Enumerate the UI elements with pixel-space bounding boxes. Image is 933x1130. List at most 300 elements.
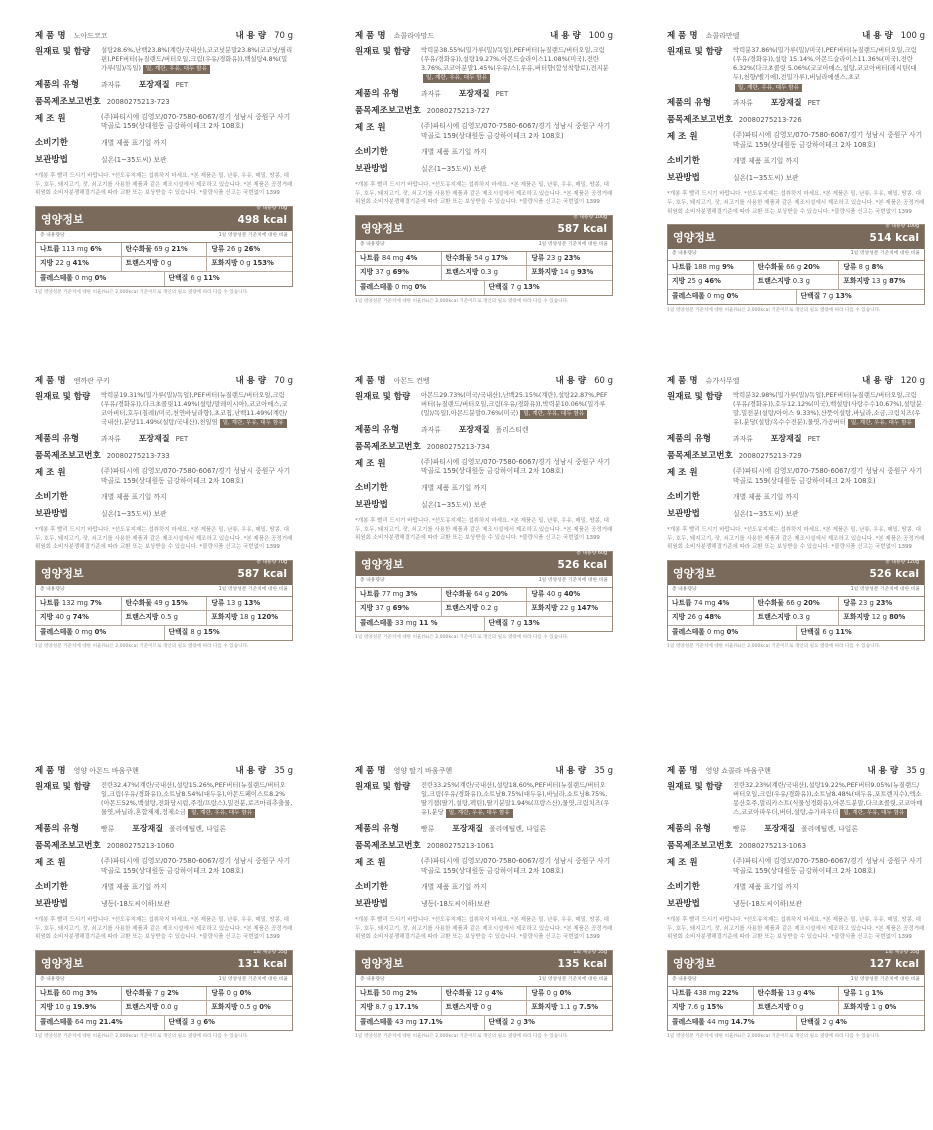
ingredients-label: 원재료 및 함량 [355, 782, 411, 793]
notice-text: *개봉 후 빨리 드시기 바랍니다. *선도유지제는 섭취하지 마세요. *본 제품은 밀, 난류, 우유, 메밀, 땅콩, 대두, 호두, 돼지고기, 잣, 쇠고기를 사용한 제품과 같은 제조시설에서 제조하고 있습니다. *본 제품은 공정거래위원회 소비자분쟁해결기준에 따라 교환 또는 보상받을 수 있습니다. *불량식품 신고는 국번없이 1399 [667, 917, 925, 941]
kcal-box [870, 224, 919, 246]
type-row [355, 823, 613, 835]
storage-label: 보관방법 [667, 509, 700, 520]
protein-cell: 단백질 7 g 13% [488, 282, 540, 291]
capacity-value: 35 g [906, 766, 925, 776]
type-value: 과자류 [421, 425, 441, 434]
report-label: 품목제조보고번호 [355, 441, 421, 452]
expiry-row [35, 491, 293, 503]
sodium-cell: 나트륨 77 mg 3% [356, 588, 442, 602]
kcal-value: 498 kcal [237, 213, 287, 226]
report-row [355, 840, 613, 852]
report-label: 품목제조보고번호 [35, 450, 101, 461]
carb-cell: 탄수화물 7 g 2% [122, 987, 208, 1001]
nutrition-row [356, 588, 612, 603]
nutrition-subheader [356, 576, 612, 588]
type-label: 제품의 유형 [35, 79, 80, 90]
name-label: 제 품 명 [355, 376, 386, 386]
maker-value: (주)파티시에 김영모/070-7580-6067/경기 성남시 중원구 사기막골로 159(상대원동 금강하이테크 2차 108호) [101, 112, 291, 131]
notice-text: *개봉 후 빨리 드시기 바랍니다. *선도유지제는 섭취하지 마세요. *본 제품은 밀, 난류, 우유, 메밀, 땅콩, 대두, 호두, 돼지고기, 잣, 쇠고기를 사용한 제품과 같은 제조시설에서 제조하고 있습니다. *본 제품은 공정거래위원회 소비자분쟁해결기준에 따라 교환 또는 보상받을 수 있습니다. *불량식품 신고는 국번없이 1399 [35, 917, 293, 941]
cholesterol-cell: 콜레스테롤 0 mg 0% [668, 626, 797, 640]
storage-value: 실온(1~35도씨) 보관 [421, 165, 487, 174]
product-label-card [35, 30, 293, 296]
cholesterol-cell: 콜레스테롤 0 mg 0% [36, 272, 165, 286]
carb-cell: 탄수화물 13 g 4% [754, 987, 840, 1001]
name-label: 제 품 명 [667, 376, 698, 386]
carb-cell: 탄수화물 66 g 20% [754, 261, 840, 275]
capacity-value: 100 g [900, 31, 925, 41]
footnote: 1일 영양성분 기준치에 대한 비율(%)은 2,000kcal 기준이므로 개인의 필요 열량에 따라 다를 수 있습니다. [355, 1033, 569, 1039]
kcal-value: 587 kcal [237, 568, 287, 580]
product-label-card [355, 375, 613, 641]
fat-cell: 지방 37 g 69% [356, 602, 442, 616]
expiry-value: 개별 제품 표기일 까지 [101, 883, 167, 892]
ingredients-row [355, 781, 613, 818]
notice-text: *개봉 후 빨리 드시기 바랍니다. *선도유지제는 섭취하지 마세요. *본 제품은 밀, 난류, 우유, 메밀, 땅콩, 대두, 호두, 돼지고기, 잣, 쇠고기를 사용한 제품과 같은 제조시설에서 제조하고 있습니다. *본 제품은 공정거래위원회 소비자분쟁해결기준에 따라 교환 또는 보상받을 수 있습니다. *불량식품 신고는 국번없이 1399 [667, 191, 925, 215]
storage-row [667, 508, 925, 520]
nutrition-row [668, 611, 924, 626]
nutrition-row [668, 626, 924, 640]
nutrition-table [355, 215, 613, 296]
ingredients-text: 박력분37.86%(밀가루(밀)/미국),PEF버터(뉴질랜드/버터오일,크림(우유/경화유)),설탕 15.14%,아몬드슬라이스11.36%(미국),전란6.32%(다크초콜릿 5.06%(코코아매스,설탕,코코아버터(레시틴(대두),천향/벨기에),전밀가루),버닐라에센스,초코밀, 계란, 우유, 대두 함유 [733, 47, 917, 91]
product-label-card [355, 30, 613, 305]
nutrition-row [668, 290, 924, 304]
capacity-label: 내 용 량 [235, 376, 267, 386]
product-name: 쇼콜라아망드 [393, 32, 435, 40]
ingredients-text: 박력분32.98%(밀가루(밀)/독일),PEF버터(뉴질랜드/버터오일,크림(우유/경화유)),호두12.12%(미국),백설탕(사탕수수10.67%),설탕분말,밀전분(설탕/아이스 9.33%),산뜻이설탕,바닐라,소금,크림치즈(우유),분당(설탕/옥수수전분),물엿,가공버터 밀, 계란, 우유, 대두 함유 [733, 392, 922, 427]
cholesterol-cell: 콜레스테롤 64 mg 21.4% [36, 1016, 165, 1030]
capacity-value: 70 g [274, 31, 293, 41]
maker-row [667, 857, 925, 876]
product-name-row [667, 30, 925, 42]
allergy-badge: 밀, 계란, 우유, 대두 함유 [188, 809, 255, 817]
ingredients-label: 원재료 및 함량 [355, 47, 411, 58]
ingredients-row [35, 391, 293, 428]
expiry-row [667, 155, 925, 167]
storage-value: 냉동(-18도씨이하)보관 [101, 900, 170, 909]
product-name-row [355, 30, 613, 42]
fat-cell: 지방 10 g 19.9% [36, 1001, 122, 1015]
sugar-cell: 당류 0 g 0% [531, 988, 572, 997]
nutrition-row [356, 602, 612, 617]
type-row [35, 433, 293, 445]
type-value: 과자류 [733, 98, 753, 107]
report-row [667, 114, 925, 126]
ingredients-row [35, 781, 293, 818]
pack-label: 포장재질 [458, 424, 490, 434]
expiry-row [355, 482, 613, 494]
maker-row [35, 467, 293, 486]
storage-label: 보관방법 [355, 164, 388, 175]
ingredients-row [667, 391, 925, 428]
pack-value: PET [495, 89, 509, 98]
expiry-row [355, 881, 613, 893]
cholesterol-cell: 콜레스테롤 0 mg 0% [36, 626, 165, 640]
nutrition-table [35, 950, 293, 1031]
product-name: 쇼콜라만델 [705, 32, 740, 40]
carb-cell: 탄수화물 64 g 20% [442, 588, 528, 602]
nutrition-title: 영양정보 [41, 213, 84, 227]
sat-fat-cell: 포화지방 13 g 87% [843, 277, 906, 286]
expiry-label: 소비기한 [35, 492, 68, 503]
nutrition-row [356, 281, 612, 295]
notice-text: *개봉 후 빨리 드시기 바랍니다. *선도유지제는 섭취하지 마세요. *본 제품은 밀, 난류, 우유, 메밀, 땅콩, 대두, 호두, 돼지고기, 잣, 쇠고기를 사용한 제품과 같은 제조시설에서 제조하고 있습니다. *본 제품은 공정거래위원회 소비자분쟁해결기준에 따라 교환 또는 보상받을 수 있습니다. *불량식품 신고는 국번없이 1399 [667, 527, 925, 551]
sub-left: 총 내용량당 [672, 251, 697, 257]
storage-row [35, 508, 293, 520]
nutrition-row [356, 252, 612, 267]
report-row [35, 96, 293, 108]
maker-label: 제 조 원 [355, 857, 386, 868]
kcal-box [238, 206, 287, 228]
nutrition-row [36, 243, 292, 258]
capacity-label: 내 용 량 [862, 376, 893, 386]
product-label-card [667, 765, 925, 1040]
kcal-value: 514 kcal [869, 232, 919, 245]
type-label: 제품의 유형 [35, 823, 80, 834]
maker-row [35, 113, 293, 132]
maker-value: (주)파티시에 김영모/070-7580-6067/경기 성남시 중원구 사기막골로 159(상대원동 금강하이테크 2차 108호) [421, 457, 611, 476]
kcal-value: 526 kcal [557, 558, 607, 571]
kcal-box [870, 560, 919, 582]
allergy-badge: 밀, 계란, 우유, 대두 함유 [423, 74, 490, 82]
product-name: 슈가사무엘 [705, 377, 740, 385]
pack-label: 포장재질 [764, 823, 796, 833]
kcal-box [558, 215, 607, 237]
nutrition-row [356, 987, 612, 1002]
name-label: 제 품 명 [667, 766, 698, 776]
kcal-box [238, 560, 287, 582]
pack-label: 포장재질 [458, 88, 490, 98]
fat-cell: 지방 7.6 g 15% [668, 1001, 754, 1015]
product-name-row [35, 375, 293, 387]
maker-label: 제 조 원 [355, 458, 386, 469]
maker-row [355, 857, 613, 876]
carb-cell: 탄수화물 54 g 17% [442, 252, 528, 266]
name-label: 제 품 명 [35, 31, 66, 41]
footnote: 1일 영양성분 기준치에 대한 비율(%)은 2,000kcal 기준이므로 개인의 필요 열량에 따라 다를 수 있습니다. [667, 1033, 881, 1039]
type-label: 제품의 유형 [667, 97, 712, 108]
kcal-basis: 총 내용량 70g [256, 560, 287, 566]
nutrition-row [668, 987, 924, 1002]
fat-cell: 지방 40 g 74% [36, 611, 122, 625]
expiry-row [35, 881, 293, 893]
nutrition-row [668, 275, 924, 290]
footnote: 1일 영양성분 기준치에 대한 비율(%)은 2,000kcal 기준이므로 개인의 필요 열량에 따라 다를 수 있습니다. [35, 289, 249, 295]
capacity-label: 내 용 량 [862, 31, 893, 41]
type-label: 제품의 유형 [667, 433, 712, 444]
maker-label: 제 조 원 [667, 132, 698, 143]
type-row [355, 424, 613, 436]
ingredients-label: 원재료 및 함량 [667, 392, 723, 403]
cholesterol-cell: 콜레스테롤 0 mg 0% [668, 290, 797, 304]
notice-text: *개봉 후 빨리 드시기 바랍니다. *선도유지제는 섭취하지 마세요. *본 제품은 밀, 난류, 우유, 메밀, 땅콩, 대두, 호두, 돼지고기, 잣, 쇠고기를 사용한 제품과 같은 제조시설에서 제조하고 있습니다. *본 제품은 공정거래위원회 소비자분쟁해결기준에 따라 교환 또는 보상받을 수 있습니다. *불량식품 신고는 국번없이 1399 [35, 527, 293, 551]
protein-cell: 단백질 2 g 3% [488, 1017, 535, 1026]
ingredients-text: 박력분38.55%(밀가루(밀)/독일),PEF버터(뉴질랜드/버터오일,크림(우유/경화유)),설탕19.27%,아몬드슬라이스11.08%(미국),전란3.76%,코코아분말1.45%(우유/스),우유,버터향(합성착향료),전지분밀, 계란, 우유, 대두 함유 [421, 47, 609, 82]
allergy-badge: 밀, 계란, 우유, 대두 함유 [735, 84, 802, 92]
nutrition-subheader [36, 231, 292, 243]
footnote: 1일 영양성분 기준치에 대한 비율(%)은 2,000kcal 기준이므로 개인의 필요 열량에 따라 다를 수 있습니다. [355, 298, 569, 304]
sat-fat-cell: 포화지방 22 g 147% [531, 604, 599, 613]
expiry-label: 소비기한 [667, 882, 700, 893]
nutrition-table [355, 950, 613, 1031]
capacity-label: 내 용 량 [867, 766, 899, 776]
maker-label: 제 조 원 [667, 467, 698, 478]
sugar-cell: 당류 8 g 8% [843, 262, 884, 271]
sodium-cell: 나트륨 188 mg 9% [668, 261, 754, 275]
expiry-row [35, 137, 293, 149]
type-row [667, 433, 925, 445]
product-name-row [667, 765, 925, 777]
maker-row [355, 458, 613, 477]
kcal-basis: 1회 제공량 35g [573, 950, 607, 956]
carb-cell: 탄수화물 12 g 4% [442, 987, 528, 1001]
name-label: 제 품 명 [355, 31, 386, 41]
type-label: 제품의 유형 [355, 88, 400, 99]
type-value: 과자류 [101, 434, 121, 443]
kcal-basis: 총 내용량 60g [576, 551, 607, 557]
sat-fat-cell: 포화지방 14 g 93% [531, 268, 594, 277]
expiry-label: 소비기한 [355, 147, 388, 158]
fat-cell: 지방 26 g 48% [668, 611, 754, 625]
maker-label: 제 조 원 [355, 122, 386, 133]
nutrition-title: 영양정보 [673, 567, 716, 581]
nutrition-row [356, 1001, 612, 1016]
protein-cell: 단백질 2 g 4% [800, 1017, 847, 1026]
expiry-row [355, 146, 613, 158]
ingredients-row [355, 46, 613, 83]
maker-label: 제 조 원 [35, 857, 66, 868]
maker-row [355, 122, 613, 141]
report-row [355, 105, 613, 117]
kcal-value: 131 kcal [237, 958, 287, 970]
report-row [667, 450, 925, 462]
expiry-value: 개별 제품 표기일 까지 [733, 493, 799, 502]
maker-label: 제 조 원 [35, 467, 66, 478]
nutrition-row [36, 611, 292, 626]
nutrition-header [356, 552, 612, 576]
type-value: 과자류 [101, 80, 121, 89]
maker-value: (주)파티시에 김영모/070-7580-6067/경기 성남시 중원구 사기막골로 159(상대원동 금강하이테크 2차 108호) [733, 466, 923, 485]
protein-cell: 단백질 3 g 6% [168, 1017, 215, 1026]
allergy-badge: 밀, 계란, 우유, 대두 함유 [840, 809, 907, 817]
sat-fat-cell: 포화지방 12 g 80% [843, 613, 906, 622]
type-value: 빵류 [733, 824, 747, 833]
product-name-row [35, 30, 293, 42]
nutrition-table [667, 950, 925, 1031]
trans-fat-cell: 트랜스지방 0.3 g [754, 275, 840, 289]
sub-right: 1일 영양성분 기준치에 대한 비율 [538, 241, 608, 247]
maker-row [667, 467, 925, 486]
capacity-value: 35 g [594, 766, 613, 776]
ingredients-label: 원재료 및 함량 [35, 392, 91, 403]
product-name-row [667, 375, 925, 387]
product-name-row [355, 375, 613, 387]
type-row [667, 823, 925, 835]
maker-value: (주)파티시에 김영모/070-7580-6067/경기 성남시 중원구 사기막골로 159(상대원동 금강하이테크 2차 108호) [421, 856, 611, 875]
sugar-cell: 당류 40 g 40% [531, 589, 581, 598]
report-label: 품목제조보고번호 [355, 105, 421, 116]
nutrition-subheader [356, 240, 612, 252]
report-value: 20080275213-723 [106, 97, 170, 106]
sugar-cell: 당류 13 g 13% [211, 598, 261, 607]
nutrition-table [35, 560, 293, 641]
report-row [35, 840, 293, 852]
storage-row [667, 898, 925, 910]
sugar-cell: 당류 0 g 0% [211, 988, 252, 997]
report-value: 20080275213-733 [106, 451, 170, 460]
storage-value: 냉동(-18도씨이하)보관 [733, 900, 802, 909]
storage-value: 실온(1~35도씨) 보관 [733, 174, 799, 183]
name-label: 제 품 명 [35, 766, 66, 776]
cholesterol-cell: 콜레스테롤 33 mg 11 % [356, 617, 485, 631]
name-label: 제 품 명 [355, 766, 386, 776]
expiry-label: 소비기한 [667, 156, 700, 167]
sub-left: 총 내용량당 [40, 976, 65, 982]
ingredients-row [35, 46, 293, 74]
product-name: 영양 아몬드 바움쿠헨 [73, 767, 139, 775]
report-value: 20080275213-1063 [738, 841, 807, 850]
pack-value: 폴리에틸렌, 나일론 [489, 824, 546, 833]
nutrition-row [36, 987, 292, 1002]
sub-left: 총 내용량당 [672, 586, 697, 592]
trans-fat-cell: 트랜스지방 0.3 g [442, 266, 528, 280]
kcal-basis: 총 내용량 120g [885, 560, 919, 566]
kcal-basis: 1회 제공량 35g [253, 950, 287, 956]
type-row [35, 823, 293, 835]
carb-cell: 탄수화물 69 g 21% [122, 243, 208, 257]
nutrition-subheader [356, 975, 612, 987]
pack-value: 폴리에틸렌, 나일론 [169, 824, 226, 833]
report-row [355, 441, 613, 453]
report-value: 20080275213-1061 [426, 841, 495, 850]
trans-fat-cell: 트랜스지방 0 g [122, 257, 208, 271]
nutrition-subheader [36, 975, 292, 987]
capacity-value: 60 g [594, 376, 613, 386]
product-name: 노아드코코 [73, 32, 108, 40]
allergy-badge: 밀, 계란, 우유, 대두 함유 [520, 410, 587, 418]
kcal-basis: 1회 제공량 35g [885, 950, 919, 956]
sodium-cell: 나트륨 132 mg 7% [36, 597, 122, 611]
product-name: 아몬드 컨벵 [393, 377, 430, 385]
name-label: 제 품 명 [35, 376, 66, 386]
type-value: 빵류 [421, 824, 435, 833]
nutrition-row [36, 272, 292, 286]
storage-label: 보관방법 [355, 500, 388, 511]
footnote: 1일 영양성분 기준치에 대한 비율(%)은 2,000kcal 기준이므로 개인의 필요 열량에 따라 다를 수 있습니다. [35, 643, 249, 649]
kcal-value: 135 kcal [557, 958, 607, 970]
sugar-cell: 당류 1 g 1% [843, 988, 884, 997]
footnote: 1일 영양성분 기준치에 대한 비율(%)은 2,000kcal 기준이므로 개인의 필요 열량에 따라 다를 수 있습니다. [667, 307, 881, 313]
maker-value: (주)파티시에 김영모/070-7580-6067/경기 성남시 중원구 사기막골로 159(상대원동 금강하이테크 2차 108호) [733, 131, 923, 149]
pack-value: PET [175, 434, 189, 443]
maker-row [667, 131, 925, 150]
capacity-value: 35 g [274, 766, 293, 776]
sodium-cell: 나트륨 60 mg 3% [36, 987, 122, 1001]
nutrition-title: 영양정보 [673, 957, 716, 971]
allergy-badge: 밀, 계란, 우유, 대두 함유 [446, 809, 513, 817]
nutrition-row [356, 617, 612, 631]
trans-fat-cell: 트랜스지방 0.2 g [442, 602, 528, 616]
product-name-row [35, 765, 293, 777]
nutrition-header [668, 561, 924, 585]
report-label: 품목제조보고번호 [667, 840, 733, 851]
ingredients-row [355, 391, 613, 419]
ingredients-label: 원재료 및 함량 [35, 47, 91, 58]
report-label: 품목제조보고번호 [35, 96, 101, 107]
maker-label: 제 조 원 [667, 857, 698, 868]
expiry-value: 개별 제품 표기일 까지 [101, 493, 167, 502]
sub-right: 1일 영양성분 기준치에 대한 비율 [218, 586, 288, 592]
expiry-label: 소비기한 [667, 492, 700, 503]
sub-right: 1일 영양성분 기준치에 대한 비율 [850, 586, 920, 592]
pack-label: 포장재질 [770, 433, 802, 443]
expiry-row [667, 881, 925, 893]
maker-value: (주)파티시에 김영모/070-7580-6067/경기 성남시 중원구 사기막골로 159(상대원동 금강하이테크 2차 108호) [733, 856, 923, 875]
nutrition-table [355, 551, 613, 632]
expiry-label: 소비기한 [355, 483, 388, 494]
expiry-value: 개별 제품 표기일 까지 [421, 484, 487, 493]
kcal-value: 587 kcal [557, 223, 607, 235]
product-name: 영양 딸기 바움쿠헨 [393, 767, 453, 775]
product-label-card [667, 375, 925, 650]
nutrition-header [668, 951, 924, 975]
fat-cell: 지방 25 g 46% [668, 275, 754, 289]
nutrition-header [356, 951, 612, 975]
storage-value: 냉동(-18도씨이하)보관 [421, 900, 490, 909]
pack-label: 포장재질 [138, 79, 170, 89]
sub-left: 총 내용량당 [360, 976, 385, 982]
storage-row [35, 154, 293, 166]
type-value: 과자류 [421, 89, 441, 98]
expiry-value: 개별 제품 표기일 까지 [733, 883, 799, 892]
footnote: 1일 영양성분 기준치에 대한 비율(%)은 2,000kcal 기준이므로 개인의 필요 열량에 따라 다를 수 있습니다. [35, 1033, 249, 1039]
cholesterol-cell: 콜레스테롤 0 mg 0% [356, 281, 485, 295]
notice-text: *개봉 후 빨리 드시기 바랍니다. *선도유지제는 섭취하지 마세요. *본 제품은 밀, 난류, 우유, 메밀, 땅콩, 대두, 호두, 돼지고기, 잣, 쇠고기를 사용한 제품과 같은 제조시설에서 제조하고 있습니다. *본 제품은 공정거래위원회 소비자분쟁해결기준에 따라 교환 또는 보상받을 수 있습니다. *불량식품 신고는 국번없이 1399 [355, 518, 613, 542]
footnote: 1일 영양성분 기준치에 대한 비율(%)은 2,000kcal 기준이므로 개인의 필요 열량에 따라 다를 수 있습니다. [355, 634, 569, 640]
pack-value: PET [807, 434, 821, 443]
sub-right: 1일 영양성분 기준치에 대한 비율 [218, 232, 288, 238]
sodium-cell: 나트륨 74 mg 4% [668, 597, 754, 611]
storage-value: 실온(1~35도씨) 보관 [101, 510, 167, 519]
report-label: 품목제조보고번호 [35, 840, 101, 851]
kcal-value: 127 kcal [869, 958, 919, 970]
trans-fat-cell: 트랜스지방 0.5 g [122, 611, 208, 625]
nutrition-row [668, 1001, 924, 1016]
sub-right: 1일 영양성분 기준치에 대한 비율 [850, 976, 920, 982]
sat-fat-cell: 포화지방 0.5 g 0% [211, 1003, 271, 1012]
product-label-card [355, 765, 613, 1040]
type-row [35, 79, 293, 91]
ingredients-text: 설탕28.6%,난백23.8%(계란/국내산),코코넛분말23.8%(코코넛/필리핀),PEF버터(뉴질랜드/버터오일,크림(우유/경화유)),백설탕4.8%(밀가루(밀)/독일) 밀, 계란, 우유, 대두 함유 [101, 47, 293, 73]
pack-label: 포장재질 [132, 823, 164, 833]
pack-value: 폴리스티렌 [495, 425, 529, 434]
sat-fat-cell: 포화지방 18 g 120% [211, 613, 279, 622]
expiry-label: 소비기한 [355, 882, 388, 893]
nutrition-header [356, 216, 612, 240]
report-value: 20080275213-729 [738, 451, 802, 460]
trans-fat-cell: 트랜스지방 0 g [442, 1001, 528, 1015]
product-label-card [35, 375, 293, 650]
cholesterol-cell: 콜레스테롤 44 mg 14.7% [668, 1016, 797, 1030]
notice-text: *개봉 후 빨리 드시기 바랍니다. *선도유지제는 섭취하지 마세요. *본 제품은 밀, 난류, 우유, 메밀, 땅콩, 대두, 호두, 돼지고기, 잣, 쇠고기를 사용한 제품과 같은 제조시설에서 제조하고 있습니다. *본 제품은 공정거래위원회 소비자분쟁해결기준에 따라 교환 또는 보상받을 수 있습니다. *불량식품 신고는 국번없이 1399 [355, 182, 613, 206]
protein-cell: 단백질 6 g 11% [168, 273, 220, 282]
ingredients-row [667, 46, 925, 92]
allergy-badge: 밀, 계란, 우유, 대두 함유 [848, 419, 915, 427]
sugar-cell: 당류 23 g 23% [843, 598, 893, 607]
kcal-basis: 총 내용량 70g [256, 206, 287, 212]
nutrition-row [36, 257, 292, 272]
nutrition-header [36, 207, 292, 231]
